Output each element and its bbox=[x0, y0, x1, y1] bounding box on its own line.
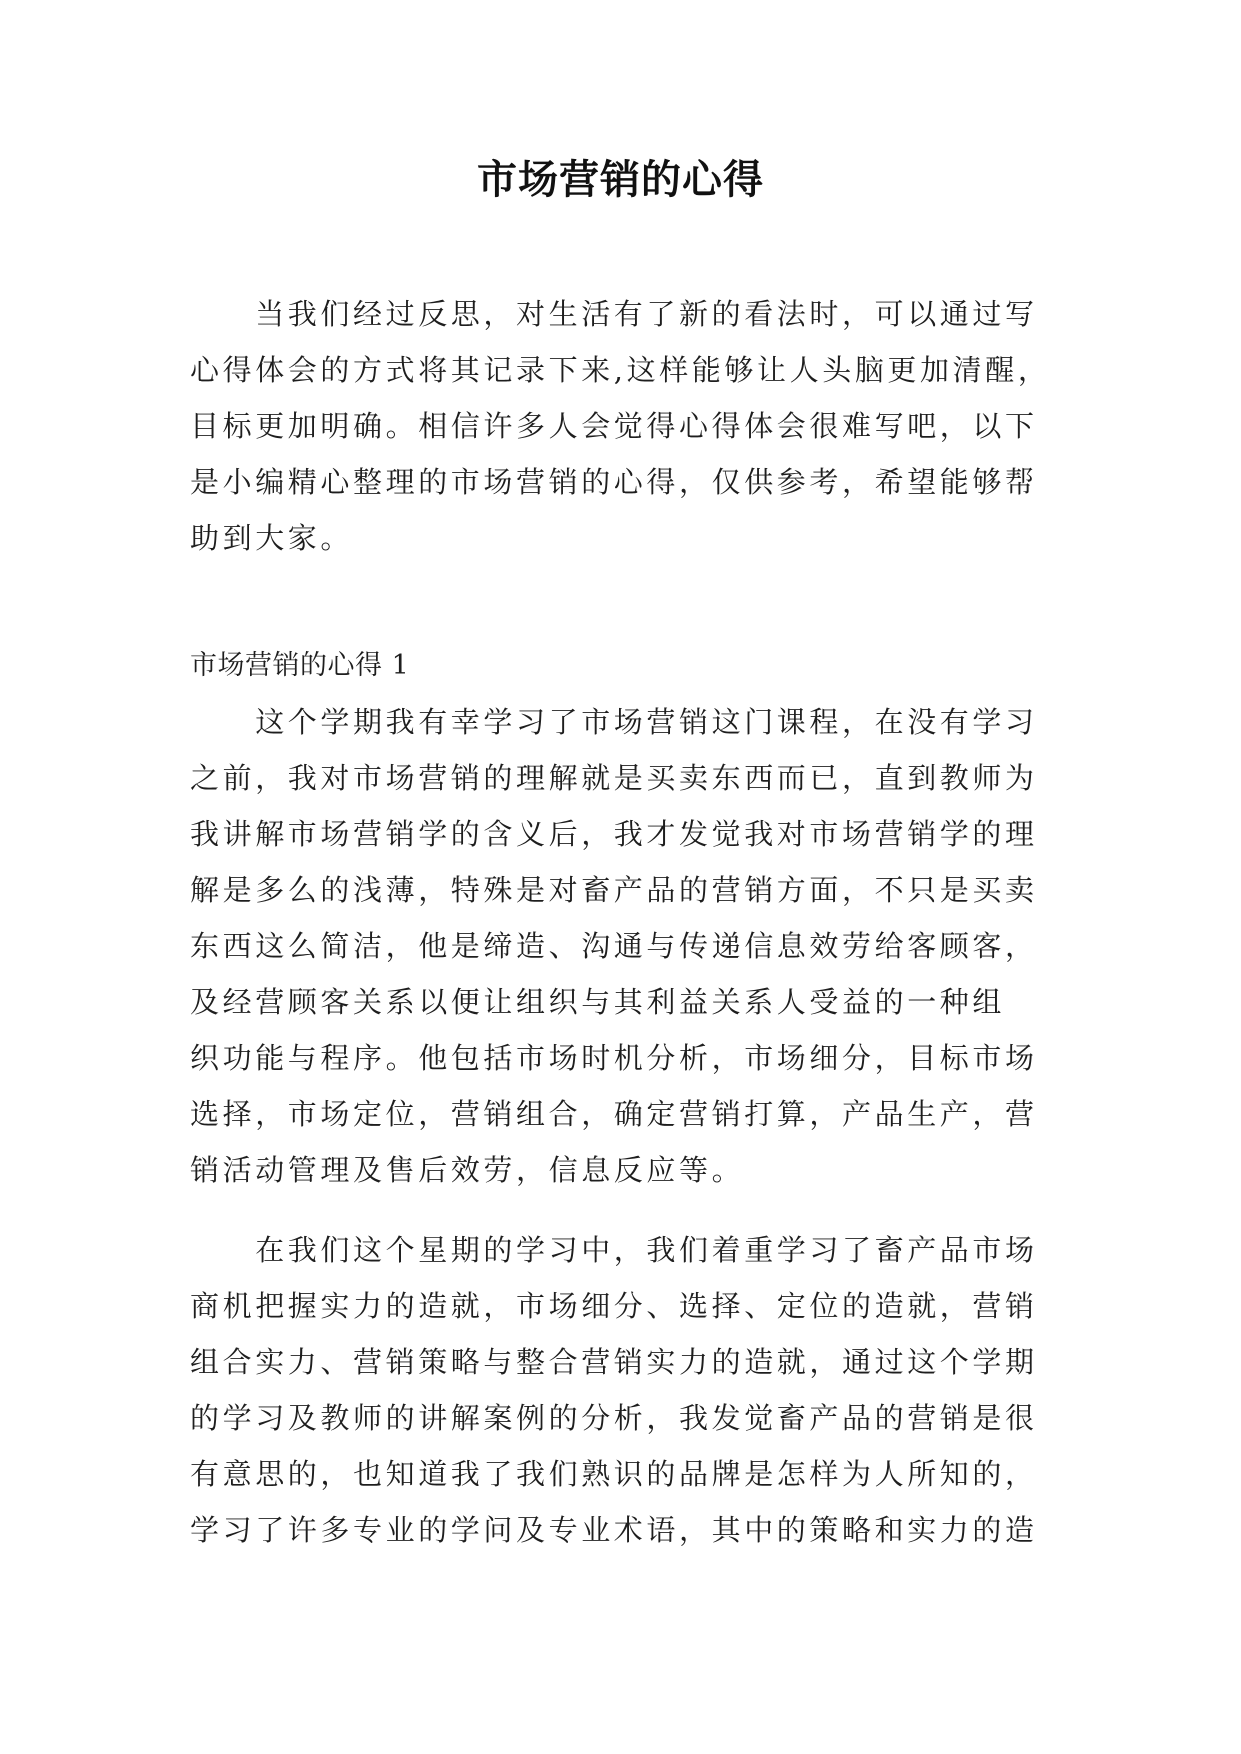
text-line: 有意思的，也知道我了我们熟识的品牌是怎样为人所知的， bbox=[190, 1457, 1038, 1491]
text-line: 助到大家。 bbox=[190, 521, 354, 555]
text-line: 的学习及教师的讲解案例的分析，我发觉畜产品的营销是很 bbox=[190, 1401, 1038, 1435]
text-line: 目标更加明确。相信许多人会觉得心得体会很难写吧，以下 bbox=[190, 409, 1038, 443]
text-line: 我讲解市场营销学的含义后，我才发觉我对市场营销学的理 bbox=[190, 817, 1038, 851]
text-line: 之前，我对市场营销的理解就是买卖东西而已，直到教师为 bbox=[190, 761, 1038, 795]
intro-paragraph bbox=[190, 286, 1070, 566]
text-line: 销活动管理及售后效劳，信息反应等。 bbox=[190, 1153, 745, 1187]
text-line: 商机把握实力的造就，市场细分、选择、定位的造就，营销 bbox=[190, 1289, 1038, 1323]
text-line: 当我们经过反思，对生活有了新的看法时，可以通过写 bbox=[190, 297, 1038, 331]
text-line: 解是多么的浅薄，特殊是对畜产品的营销方面，不只是买卖 bbox=[190, 873, 1038, 907]
text-line: 东西这么简洁，他是缔造、沟通与传递信息效劳给客顾客， bbox=[190, 929, 1038, 963]
section-heading: 市场营销的心得 1 bbox=[190, 650, 410, 681]
document-title: 市场营销的心得 bbox=[477, 157, 764, 203]
text-line: 这个学期我有幸学习了市场营销这门课程，在没有学习 bbox=[190, 705, 1038, 739]
text-line: 心得体会的方式将其记录下来,这样能够让人头脑更加清醒， bbox=[190, 353, 1051, 387]
text-line: 织功能与程序。他包括市场时机分析，市场细分，目标市场 bbox=[190, 1041, 1038, 1075]
text-line: 及经营顾客关系以便让组织与其利益关系人受益的一种组 bbox=[190, 985, 1006, 1019]
text-line: 学习了许多专业的学问及专业术语，其中的策略和实力的造 bbox=[190, 1513, 1038, 1547]
text-line: 组合实力、营销策略与整合营销实力的造就，通过这个学期 bbox=[190, 1345, 1038, 1379]
text-line: 是小编精心整理的市场营销的心得，仅供参考，希望能够帮 bbox=[190, 465, 1038, 499]
body-paragraph-1 bbox=[190, 694, 1070, 1198]
body-paragraph-2 bbox=[190, 1222, 1070, 1558]
text-line: 在我们这个星期的学习中，我们着重学习了畜产品市场 bbox=[190, 1233, 1038, 1267]
text-line: 选择，市场定位，营销组合，确定营销打算，产品生产，营 bbox=[190, 1097, 1038, 1131]
